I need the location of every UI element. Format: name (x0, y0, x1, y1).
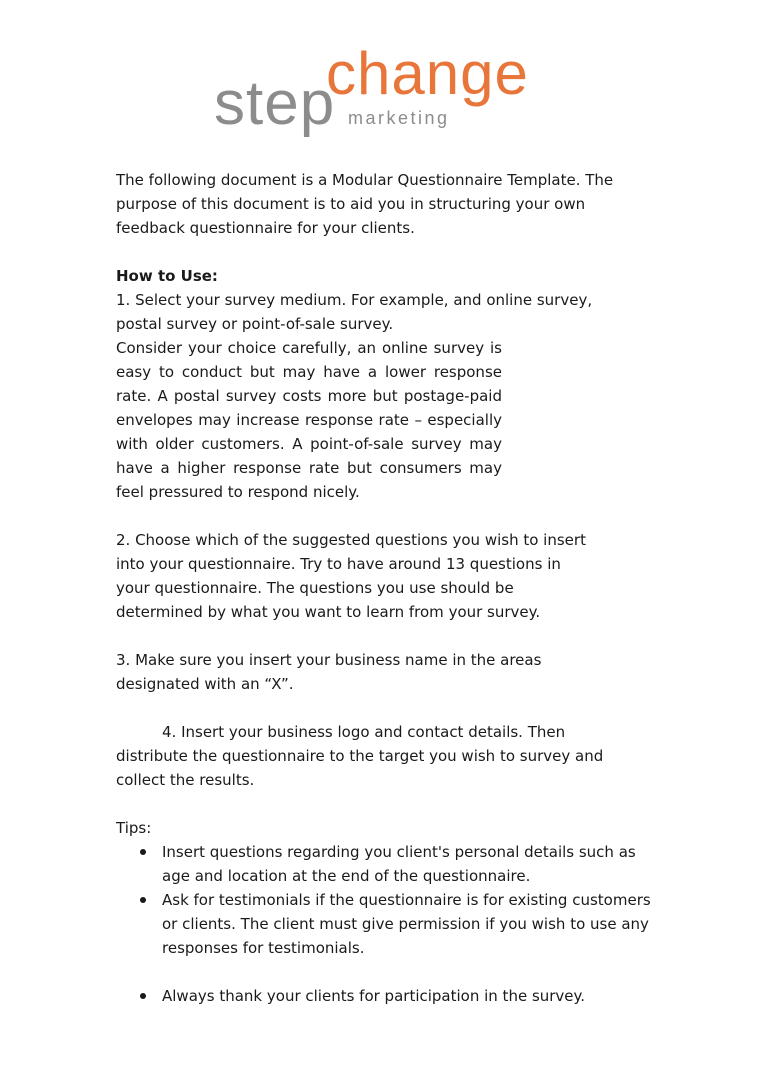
tip-item (116, 888, 652, 960)
logo-word-step: step (214, 69, 336, 138)
tip-text: Insert questions regarding you client's personal details such as age and location at the end of the questionnaire. (162, 843, 636, 885)
tip-text: Always thank your clients for participation in the survey. (162, 987, 586, 1005)
step-1: 1. Select your survey medium. For example, and online survey, postal survey or point-of-sale survey. (116, 291, 593, 333)
bullet-icon (140, 897, 146, 903)
tip-text: Ask for testimonials if the questionnaire is for existing customers or clients. The client must give permission if you wish to use any responses for testimonials. (162, 891, 651, 957)
step-1-note: Consider your choice carefully, an online survey is easy to conduct but may have a lower response rate. A postal survey costs more but postage-paid envelopes may increase response rate – especially with older customers. A point-of-sale survey may have a higher response rate but consumers may feel pressured to respond nicely. (116, 339, 502, 501)
bullet-icon (140, 849, 146, 855)
step-3: 3. Make sure you insert your business name in the areas designated with an “X”. (116, 651, 542, 693)
tip-item (116, 984, 652, 1008)
logo-word-marketing: marketing (348, 108, 450, 128)
intro-paragraph: The following document is a Modular Questionnaire Template. The purpose of this document is to aid you in structuring your own feedback questionnaire for your clients. (116, 171, 614, 237)
bullet-icon (140, 993, 146, 999)
stepchange-marketing-logo (210, 28, 560, 148)
how-to-use-heading: How to Use: (116, 267, 218, 285)
tips-label: Tips: (116, 819, 152, 837)
document-body (116, 168, 656, 1008)
step-2: 2. Choose which of the suggested questions you wish to insert into your questionnaire. Try to have around 13 questions in your questionnaire. The questions you use should be determined by what you want to learn from your survey. (116, 531, 586, 621)
tips-list (116, 840, 656, 1008)
tip-item (116, 840, 652, 888)
step-4: 4. Insert your business logo and contact details. Then distribute the questionnaire to the target you wish to survey and collect the results. (116, 723, 604, 789)
logo-word-change: change (326, 40, 529, 107)
